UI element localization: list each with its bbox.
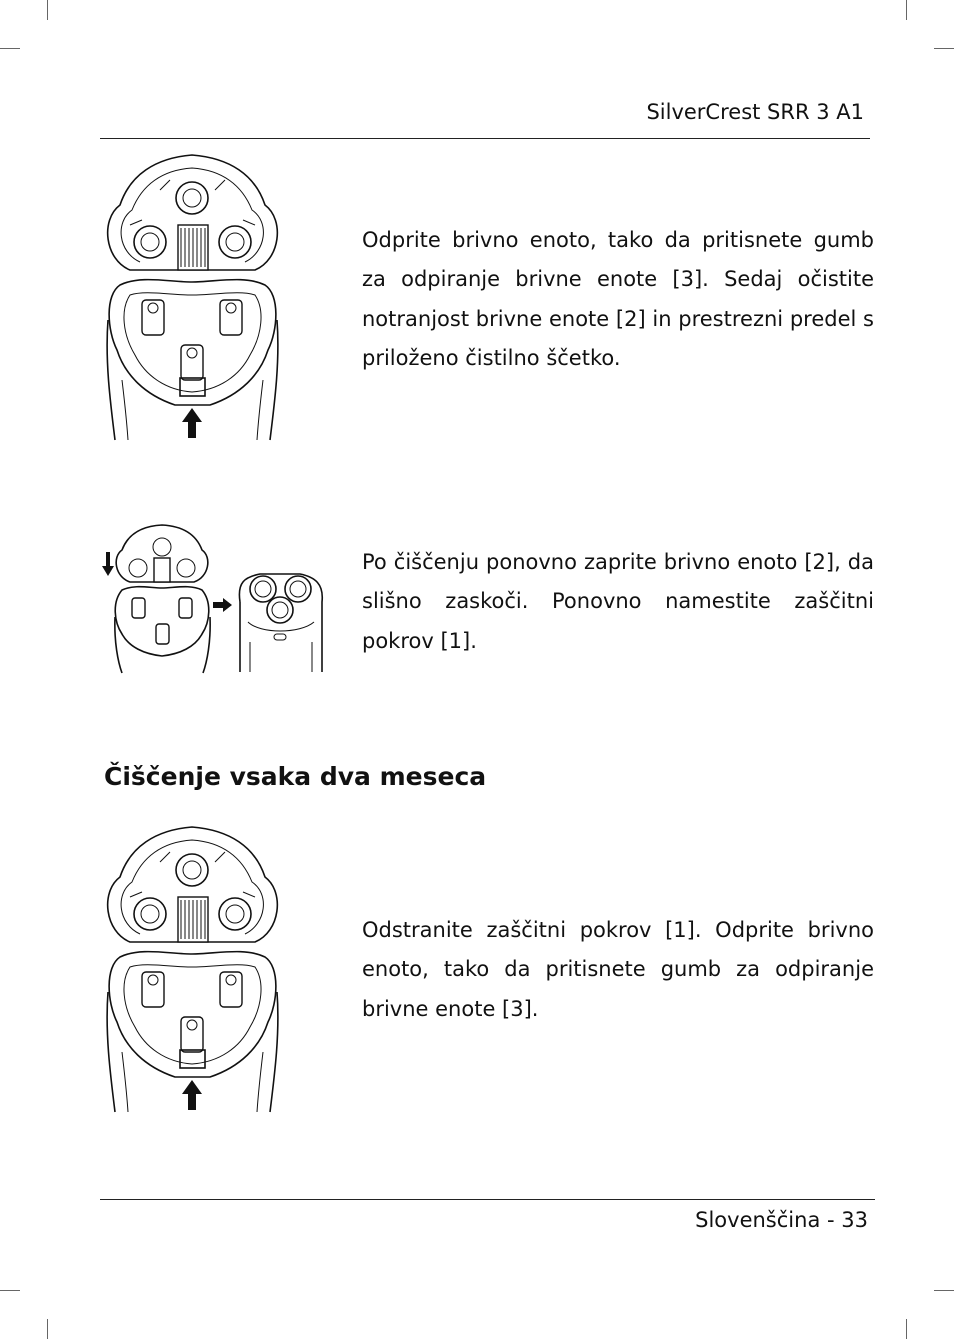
crop-mark [934, 1290, 954, 1291]
shaver-open-head-icon [100, 150, 285, 442]
section-heading: Čiščenje vsaka dva meseca [104, 762, 487, 791]
page-footer [600, 1208, 868, 1232]
page-number: 33 [841, 1208, 868, 1232]
figure-open-head-2 [100, 822, 285, 1114]
crop-mark [0, 48, 20, 49]
crop-mark [47, 0, 48, 20]
footer-language: Slovenščina - [695, 1208, 835, 1232]
crop-mark [0, 1290, 20, 1291]
figure-close-head [100, 522, 330, 674]
shaver-open-head-icon [100, 822, 285, 1114]
footer-divider [100, 1199, 875, 1200]
crop-mark [47, 1319, 48, 1339]
instruction-close-head: Po čiščenju ponovno zaprite brivno enoto [2], da slišno zaskoči. Ponovno namestite zaščitni pokrov [1]. [362, 550, 874, 653]
crop-mark [906, 0, 907, 20]
shaver-close-head-icon [100, 522, 330, 674]
figure-open-head [100, 150, 285, 442]
instruction-remove-cap: Odstranite zaščitni pokrov [1]. Odprite brivno enoto, tako da pritisnete gumb za odpiranje brivne enote [3]. [362, 918, 874, 1021]
crop-mark [934, 48, 954, 49]
header-title: SilverCrest SRR 3 A1 [646, 100, 864, 124]
instruction-open-clean: Odprite brivno enoto, tako da pritisnete gumb za odpiranje brivne enote [3]. Sedaj očistite notranjost brivne enote [2] in prestrezni predel s priloženo čistilno ščetko. [362, 228, 874, 370]
crop-mark [906, 1319, 907, 1339]
header-divider [100, 138, 870, 139]
